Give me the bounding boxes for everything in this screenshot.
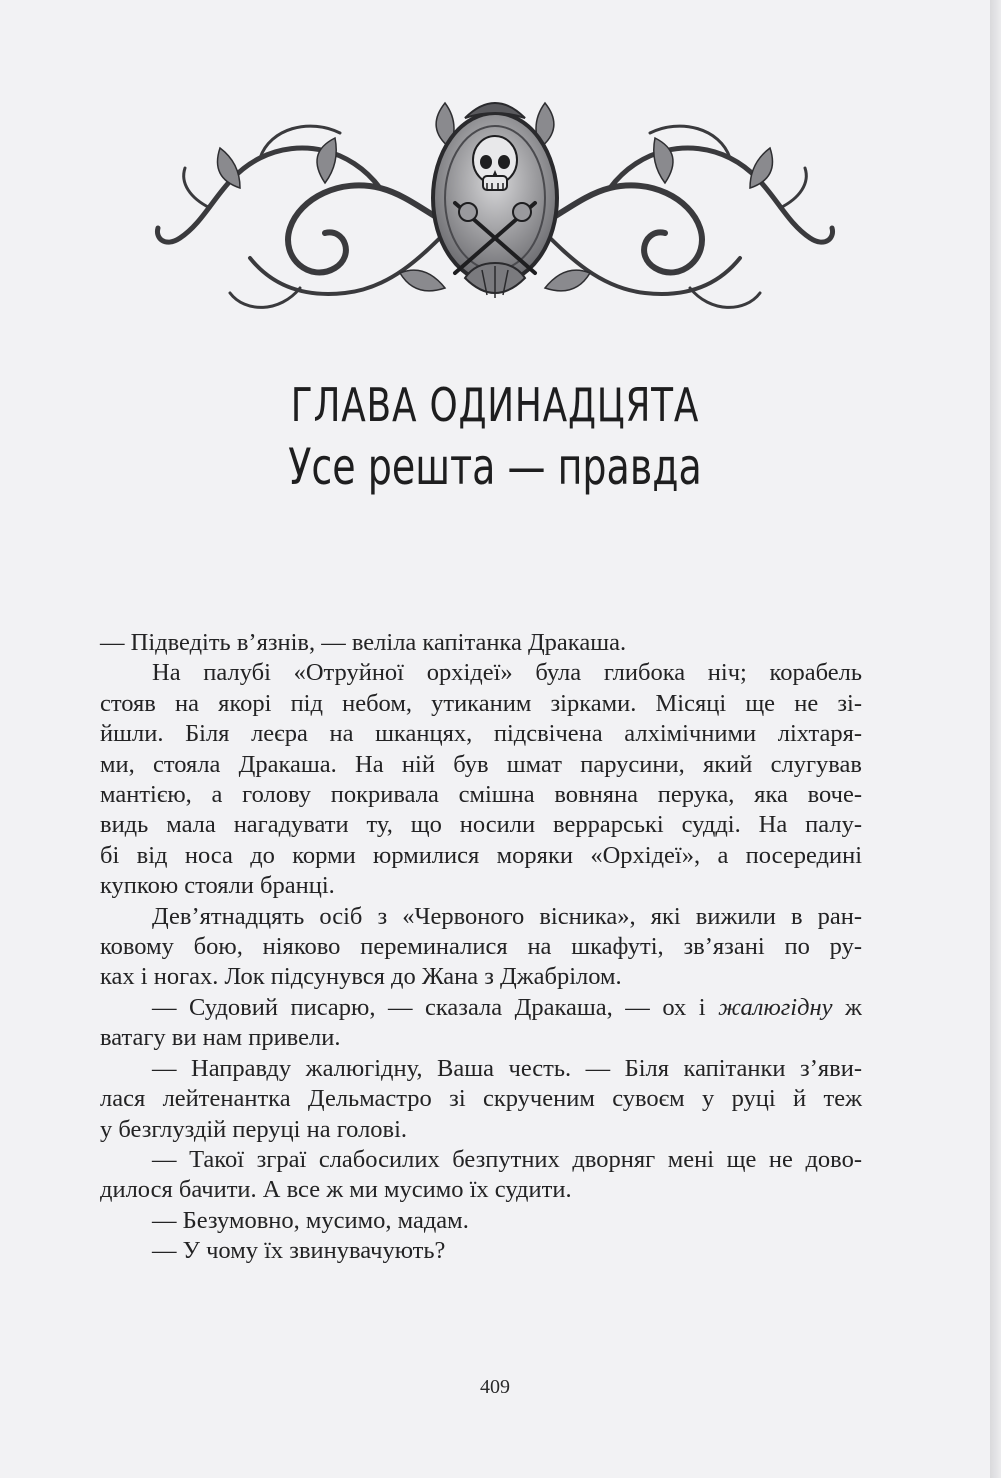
text-line: дилося бачити. А все ж ми мусимо їх судити. <box>100 1176 572 1204</box>
text-line: ватагу ви нам привели. <box>100 1024 341 1052</box>
text-line: — Направду жалюгідну, Ваша честь. — Біля капітанки з’яви- <box>152 1054 862 1082</box>
text-line: На палубі «Отруйної орхідеї» була глибока ніч; корабель <box>152 659 862 687</box>
text-line: — Судовий писарю, — сказала Дракаша, — ох і жалюгідну ж <box>152 993 862 1021</box>
text-line: лася лейтенантка Дельмастро зі скрученим сувоєм у руці й теж <box>100 1085 862 1113</box>
page-edge <box>990 0 1001 1478</box>
text-line: йшли. Біля леєра на шканцях, підсвічена алхімічними ліхтаря- <box>100 720 862 748</box>
page-number: 409 <box>480 1376 510 1398</box>
text-line: ми, стояла Дракаша. На ній був шмат парусини, який слугував <box>100 750 862 778</box>
chapter-number: ГЛАВА ОДИНАДЦЯТА <box>290 378 700 432</box>
chapter-body-text <box>100 628 862 1267</box>
text-line: — У чому їх звинувачують? <box>152 1237 446 1265</box>
text-line: купкою стояли бранці. <box>100 872 335 900</box>
text-line: стояв на якорі під небом, утиканим зірками. Місяці ще не зі- <box>100 689 862 717</box>
text-line: Дев’ятнадцять осіб з «Червоного вісника», які вижили в ран- <box>152 902 862 930</box>
text-line: — Безумовно, мусимо, мадам. <box>152 1206 469 1234</box>
text-line: ках і ногах. Лок підсунувся до Жана з Джабрілом. <box>100 963 622 991</box>
emphasized-word: жалюгідну <box>718 993 833 1021</box>
text-line: видь мала нагадувати ту, що носили веррарські судді. На палу- <box>100 811 862 839</box>
text-line: мантією, а голову покривала смішна вовняна перука, яка воче- <box>100 781 862 809</box>
text-line: — Підведіть в’язнів, — веліла капітанка Дракаша. <box>100 629 627 656</box>
chapter-subtitle: Усе решта — правда <box>288 438 702 496</box>
text-line: у безглуздій перуці на голові. <box>100 1115 408 1143</box>
skull-crossed-swords-ornament <box>150 88 840 328</box>
text-line: — Такої зграї слабосилих безпутних дворняг мені ще не дово- <box>152 1145 862 1173</box>
text-line: бі від носа до корми юрмилися моряки «Орхідеї», а посередині <box>100 841 862 869</box>
text-line: ковому бою, ніяково переминалися на шкафуті, зв’язані по ру- <box>100 933 862 961</box>
